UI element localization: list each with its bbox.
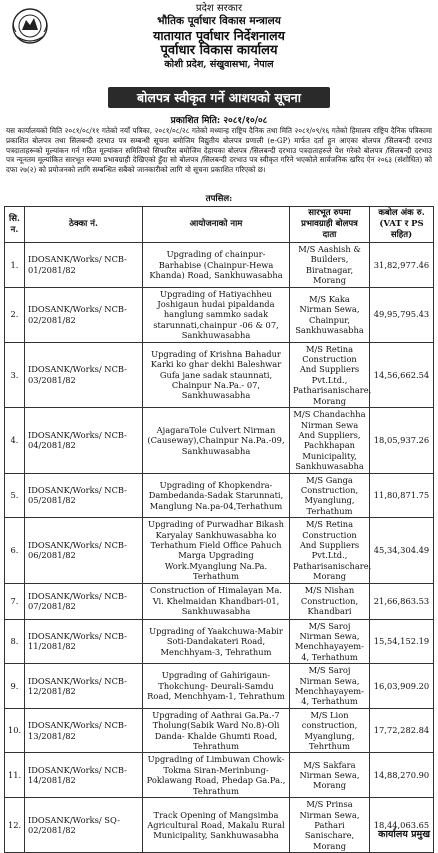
contract-no-cell: IDOSANK/Works/ NCB-13/2081/82 [25,708,143,753]
signature-label: कार्यालय प्रमुख [378,829,430,840]
header-contract-no: ठेक्का नं. [25,207,143,243]
table-row [5,583,434,619]
project-name-cell: Upgrading of Krishna Bahadur Karki ko ghar dekhi Baleshwar Gufa jane sadak staunnati, Chainpur Na.Pa.- 07, Sankhuwasabha [143,342,290,407]
table-row [5,473,434,518]
table-row [5,619,434,664]
bidder-cell: M/S Saroj Nirman Sewa, Menchhayayem-4, Terhathum [290,619,370,664]
amount-cell: 49,95,795.43 [370,287,434,342]
amount-cell: 14,56,662.54 [370,342,434,407]
table-row [5,408,434,473]
bidder-cell: M/S Ganga Construction, Myanglung, Terhathum [290,473,370,518]
project-name-cell: Upgrading of Yaakchuwa-Mabir Soti-Dandakateri Road, Menchhyam-3, Tehrathum [143,619,290,664]
contract-no-cell: IDOSANK/Works/ NCB-07/2081/82 [25,583,143,619]
amount-cell: 14,88,270.90 [370,753,434,798]
notice-header [0,0,438,86]
project-name-cell: Upgrading of Limbuwan Chowk- Tokma Siran-Merinbung-Poklawang Road, Phedap Ga.Pa., Tehrathum [143,753,290,798]
bidder-cell: M/S Sakfara Nirman Sewa, Morang [290,753,370,798]
contract-no-cell: IDOSANK/Works/ NCB-01/2081/82 [25,243,143,288]
amount-cell: 15,54,152.19 [370,619,434,664]
bidder-cell: M/S Aashish & Builders, Biratnagar, Morang [290,243,370,288]
header-line-directorate: यातायात पूर्वाधार निर्देशनालय [153,28,285,43]
amount-cell: 45,34,304.49 [370,518,434,583]
serial-cell: 7. [5,583,25,619]
amount-cell: 16,03,909.20 [370,664,434,709]
contract-no-cell: IDOSANK/Works/ NCB-06/2081/82 [25,518,143,583]
project-name-cell: Track Opening of Mangsimba Agricultural Road, Makalu Rural Municipality, Sankhuwasabha [143,798,290,853]
header-line-address: कोशी प्रदेश, संखुवासभा, नेपाल [164,59,274,70]
header-line-ministry: भौतिक पूर्वाधार विकास मन्त्रालय [157,15,281,27]
serial-cell: 8. [5,619,25,664]
header-project-name: आयोजनाको नाम [143,207,290,243]
header-line-office: पूर्वाधार विकास कार्यालय [160,43,278,58]
header-serial: सि. न. [5,207,25,243]
table-row [5,287,434,342]
table-row [5,798,434,853]
notice-body: यस कार्यालयको मिति २०८१/०८/११ गतेको नयाँ पत्रिका, २०८१/०८/२८ गतेको मध्यान्ह राष्ट्रिय दैनिक तथा मिति २०८१/०९/१६ गतेको हिमालय राष्ट्रिय दैनिक पत्रिकामा प्रकाशित बोलपत्र तथा सिलबन्दी दरभाउ पत्र सम्बन्धी सूचना बमोजिम विद्युतीय बोलपत्र प्रणाली (e-GP) मार्फत दर्ता हुन आएका बोलपत्र /सिलबन्दी दरभाउ पत्रदाताहरूको मूल्यांकन गर्न गठित मूल्यांकन समितिको सिफारिस बमोजिम देहायका बोलपत्र /सिलबन्दी दरभाउ पत्रदाताहरुले पेश गरेको बोलपत्र /सिलबन्दी दरभाउ पत्र न्यूनतम मूल्यांकित सारभूत रुपमा प्रभावग्राही देखिएको हुँदा सो बोलपत्र /सिलबन्दी दरभाउ पत्र स्वीकृत गरिने भएकोले सार्वजनिक खरिद ऐन २०६३ (संशोधित) को दफा २७(२) को प्रयोजनको लागि सम्बन्धित सबैको जानकारीको लागि यो सूचना प्रकाशित गरिएको छ। [6,126,432,175]
contract-no-cell: IDOSANK/Works/ NCB-02/2081/82 [25,287,143,342]
bidder-cell: M/S Nishan Construction, Khandbari [290,583,370,619]
table-row [5,753,434,798]
details-label: तपसिल: [205,194,233,204]
serial-cell: 5. [5,473,25,518]
serial-cell: 12. [5,798,25,853]
amount-cell: 11,80,871.75 [370,473,434,518]
serial-cell: 11. [5,753,25,798]
amount-cell: 18,44,063.65 [370,798,434,853]
table-row [5,664,434,709]
amount-cell: 17,72,282.84 [370,708,434,753]
serial-cell: 10. [5,708,25,753]
bidder-cell: M/S Saroj Nirman Sewa, Menchhayayem-4, Terhathum [290,664,370,709]
bidder-cell: M/S Retina Construction And Suppliers Pvt.Ltd., Patharisanischare, Morang [290,342,370,407]
amount-cell: 21,66,863.53 [370,583,434,619]
amount-cell: 18,05,937.26 [370,408,434,473]
bidder-cell: M/S Kaka Nirman Sewa, Chainpur, Sankhuwasabha [290,287,370,342]
tender-table [4,206,434,853]
nepal-government-emblem-icon [8,6,52,46]
table-row [5,518,434,583]
bidder-cell: M/S Chandachha Nirman Sewa And Suppliers, Pachkhapan Municipality, Sankhuwasabha [290,408,370,473]
serial-cell: 3. [5,342,25,407]
contract-no-cell: IDOSANK/Works/ NCB-05/2081/82 [25,473,143,518]
project-name-cell: Upgrading of Hatiyachheu Joshigaun hudai pipaldanda hanglung sammko sadak starunnati,chainpur -06 & 07, Sankhuwasabha [143,287,290,342]
contract-no-cell: IDOSANK/Works/ NCB-04/2081/82 [25,408,143,473]
contract-no-cell: IDOSANK/Works/ NCB-12/2081/82 [25,664,143,709]
contract-no-cell: IDOSANK/Works/ NCB-03/2081/82 [25,342,143,407]
project-name-cell: Upgrading of Aathrai Ga.Pa.-7 Tholung(Sabik Ward No.8)-Oli Danda- Khalde Ghumti Road, Tehrathum [143,708,290,753]
project-name-cell: Upgrading of chainpur- Barhabise (Chainpur-Hewa Khanda) Road, Sankhuwasabha [143,243,290,288]
project-name-cell: AjagaraTole Culvert Nirman (Causeway),Chainpur Na.Pa.-09, Sankhuwasabha [143,408,290,473]
notice-title: बोलपत्र स्वीकृत गर्ने आशयको सूचना [108,87,330,108]
contract-no-cell: IDOSANK/Works/ NCB-14/2081/82 [25,753,143,798]
serial-cell: 4. [5,408,25,473]
serial-cell: 2. [5,287,25,342]
table-row [5,708,434,753]
project-name-cell: Upgrading of Khopkendra- Dambedanda-Sadak Starunnati, Manglung Na.pa-04,Terhathum [143,473,290,518]
bidder-cell: M/S Prinsa Nirman Sewa, Pathari Sanischare, Morang [290,798,370,853]
project-name-cell: Construction of Himalayan Ma. Vi. Khelmaidan Khandbari-01, Sankhuwasabha [143,583,290,619]
table-row [5,342,434,407]
amount-cell: 31,82,977.46 [370,243,434,288]
contract-no-cell: IDOSANK/Works/ SQ-02/2081/82 [25,798,143,853]
serial-cell: 6. [5,518,25,583]
table-header-row [5,207,434,243]
header-line-province-government: प्रदेश सरकार [195,3,243,14]
header-bidder: सारभूत रुपमा प्रभावग्राही बोलपत्र दाता [290,207,370,243]
bidder-cell: M/S Retina Construction And Suppliers Pvt.Ltd., Patharisanischare, Morang [290,518,370,583]
serial-cell: 1. [5,243,25,288]
project-name-cell: Upgrading of Gahirigaun-Thokchung- Deurali-Samdu Road, Menchhyam-1, Tehrathum [143,664,290,709]
header-amount: कबोल अंक रु. (VAT र PS सहित) [370,207,434,243]
contract-no-cell: IDOSANK/Works/ NCB-11/2081/82 [25,619,143,664]
serial-cell: 9. [5,664,25,709]
project-name-cell: Upgrading of Purwadhar Bikash Karyalay Sankhuwasabha ko Terhathum Field Office Pahuch Marga Upgrading Work.Myanglung Na.Pa. Terhathum [143,518,290,583]
table-row [5,243,434,288]
bidder-cell: M/S Lion construction, Myanglung, Tehrthum [290,708,370,753]
publish-date: प्रकाशित मिति: २०८१/१०/०८ [170,116,268,126]
